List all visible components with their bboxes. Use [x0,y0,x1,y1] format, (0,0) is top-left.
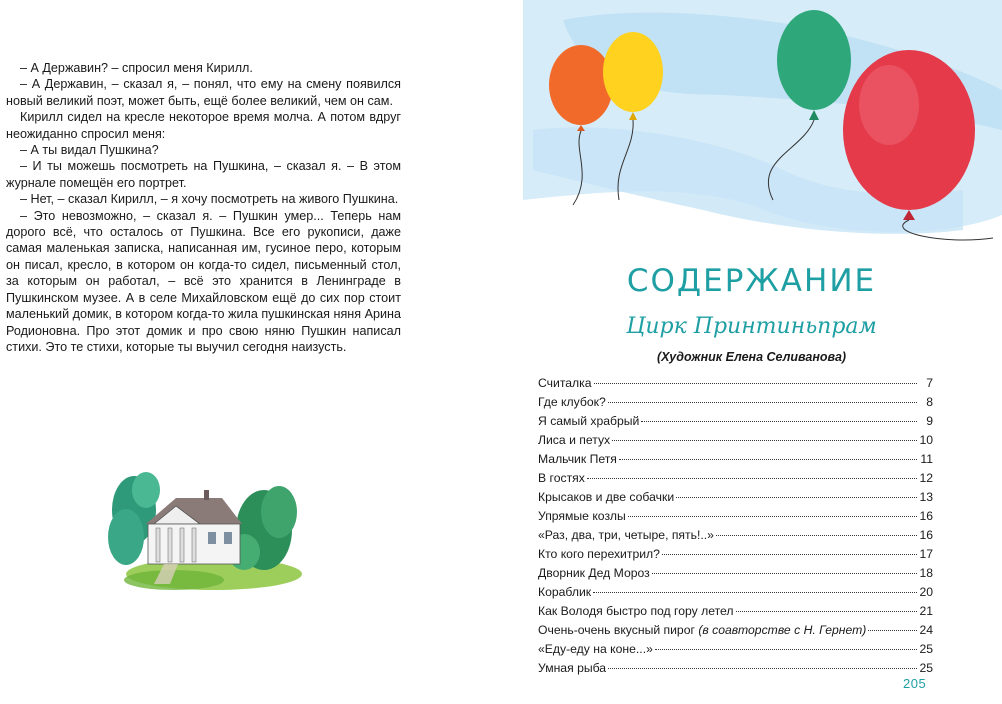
toc-entry-title: Лиса и петух [538,433,611,447]
story-paragraph: – И ты можешь посмотреть на Пушкина, – сказал я. – В этом журнале помещён его портрет. [6,159,401,190]
toc-entry-page: 20 [919,585,933,599]
toc-entry[interactable] [538,450,933,469]
artist-credit: (Художник Елена Селиванова) [656,350,847,364]
toc-leader [662,553,917,555]
toc-entry-page: 11 [920,452,933,466]
toc-entry-page: 25 [919,642,933,656]
toc-entry-page: 12 [919,471,933,485]
toc-entry-page: 16 [919,528,933,542]
toc-entry-note: (в соавторстве с Н. Гернет) [698,623,867,637]
story-paragraph: – Нет, – сказал Кирилл, – я хочу посмотреть на живого Пушкина. [20,192,399,207]
story-paragraph: Кирилл сидел на кресле некоторое время молча. А потом вдруг неожиданно спросил меня: [6,110,401,141]
toc-entry-title [538,621,866,640]
toc-leader [619,458,917,460]
toc-leader [612,439,917,441]
toc-entry-title: Считалка [538,376,592,390]
toc-entry[interactable] [538,659,933,678]
story-text [6,60,401,355]
toc-entry-title: В гостях [538,471,585,485]
toc-entry[interactable] [538,621,933,640]
toc-entry-page: 24 [919,623,933,637]
toc-entry-title: «Еду-еду на коне...» [538,642,653,656]
toc-leader [655,648,917,650]
toc-leader [736,610,917,612]
toc-entry-page: 25 [919,661,933,675]
toc-leader [716,534,917,536]
toc-entry-page: 16 [919,509,933,523]
toc-entry-title: Как Володя быстро под гору летел [538,604,734,618]
balloons-illustration [523,0,1002,250]
toc-entry[interactable] [538,393,933,412]
toc-entry-title: Мальчик Петя [538,452,617,466]
toc-entry-title: Кто кого перехитрил? [538,547,660,561]
toc-entry[interactable] [538,412,933,431]
toc-leader [608,401,917,403]
toc-entry-page: 13 [919,490,933,504]
toc-entry[interactable] [538,545,933,564]
toc-entry-page: 9 [926,414,933,428]
toc-entry[interactable] [538,488,933,507]
section-title: Цирк Принтиньпрам [626,314,877,339]
toc-leader [676,496,917,498]
toc-entry-title: Дворник Дед Мороз [538,566,650,580]
toc-entry-page: 18 [919,566,933,580]
story-paragraph: – А ты видал Пушкина? [20,143,159,158]
toc-entry-page: 7 [926,376,933,390]
story-paragraph: – А Державин, – сказал я, – понял, что ему на смену появился новый великий поэт, может быть, ещё более великий, чем он сам. [6,77,401,108]
toc-entry-title: Умная рыба [538,661,607,675]
toc-entry-title: Я самый храбрый [538,414,640,428]
toc-leader [587,477,917,479]
toc-entry-title: «Раз, два, три, четыре, пять!..» [538,528,714,542]
toc-entry-page: 17 [919,547,933,561]
toc-entry-title: Упрямые козлы [538,509,626,523]
toc-leader [608,667,917,669]
toc-leader [593,591,917,593]
toc-entry[interactable] [538,507,933,526]
toc-entry[interactable] [538,469,933,488]
right-page [501,0,1002,704]
toc-entry-title: Кораблик [538,585,592,599]
toc-entry-title: Где клубок? [538,395,606,409]
toc-leader [652,572,917,574]
toc-entry[interactable] [538,526,933,545]
toc-leader [868,629,917,631]
toc-entry[interactable] [538,583,933,602]
toc-leader [641,420,917,422]
toc-list [538,374,933,678]
toc-leader [628,515,917,517]
story-paragraph: – Это невозможно, – сказал я. – Пушкин умер... Теперь нам дорого всё, что осталось от Пушкина. Все его рукописи, даже самая маленькая записка, написанная им, гусиное перо, которым он писал, кресло, в котором он когда-то сидел, письменный стол, за которым он работал, – всё это хранится в Ленинграде в Пушкинском музее. А в селе Михайловском ещё до сих пор стоит маленький домик, в котором когда-то жила пушкинская няня Арина Родионовна. Про этот домик и про свою няню Пушкин написал стихи. Это те стихи, которые ты выучил сегодня наизусть. [6,208,401,354]
toc-leader [594,382,917,384]
toc-entry-title: Крысаков и две собачки [538,490,675,504]
toc-entry-page: 8 [926,395,933,409]
story-paragraph: – А Державин? – спросил меня Кирилл. [20,61,253,75]
toc-entry-title-text: Очень-очень вкусный пирог [538,623,699,637]
toc-entry[interactable] [538,431,933,450]
toc-entry[interactable] [538,564,933,583]
toc-entry-page: 10 [919,433,933,447]
manor-house-illustration [104,462,304,592]
contents-heading: СОДЕРЖАНИЕ [626,263,877,299]
toc-entry[interactable] [538,640,933,659]
toc-entry[interactable] [538,374,933,393]
toc-entry[interactable] [538,602,933,621]
toc-entry-page: 21 [919,604,933,618]
page-number: 205 [903,676,927,691]
